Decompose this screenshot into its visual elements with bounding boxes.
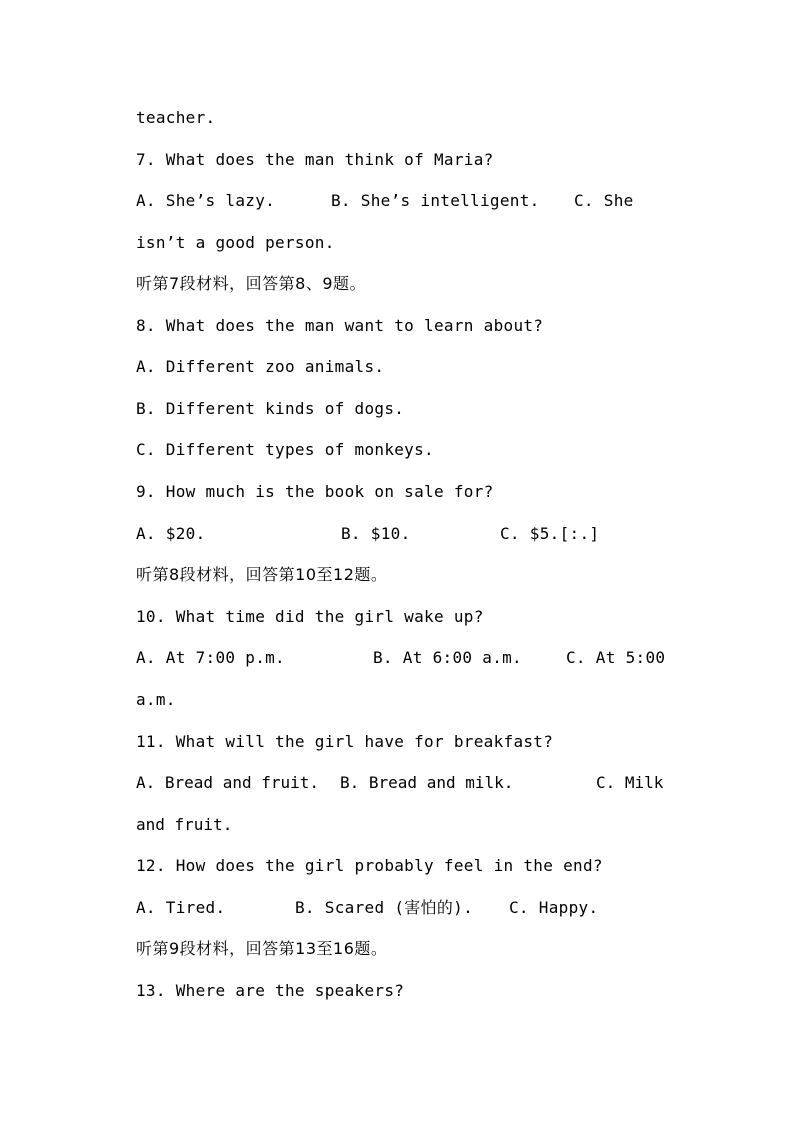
question-13: 13. Where are the speakers?: [136, 981, 405, 1000]
question-8-option-a: A. Different zoo animals.: [136, 357, 385, 376]
question-11-option-c: C. Milk: [596, 773, 664, 792]
question-11: 11. What will the girl have for breakfast?: [136, 732, 554, 751]
question-12-option-b: B. Scared (害怕的).: [295, 898, 474, 917]
text-line: teacher.: [136, 108, 216, 127]
question-12-option-c: C. Happy.: [509, 898, 599, 917]
question-12: 12. How does the girl probably feel in the end?: [136, 856, 603, 875]
section-7-instruction: 听第7段材料，回答第8、9题。: [136, 274, 367, 293]
question-11-option-b: B. Bread and milk.: [340, 773, 514, 792]
section-9-instruction: 听第9段材料，回答第13至16题。: [136, 939, 388, 958]
question-9-option-a: A. $20.: [136, 524, 206, 543]
question-8-option-c: C. Different types of monkeys.: [136, 440, 434, 459]
question-10-option-c-continued: a.m.: [136, 690, 176, 709]
question-9: 9. How much is the book on sale for?: [136, 482, 494, 501]
question-12-option-a: A. Tired.: [136, 898, 226, 917]
question-8: 8. What does the man want to learn about?: [136, 316, 544, 335]
question-10-option-b: B. At 6:00 a.m.: [373, 648, 522, 667]
question-10-option-c: C. At 5:00: [566, 648, 666, 667]
question-10: 10. What time did the girl wake up?: [136, 607, 484, 626]
section-8-instruction: 听第8段材料，回答第10至12题。: [136, 565, 388, 584]
question-8-option-b: B. Different kinds of dogs.: [136, 399, 405, 418]
question-9-option-c: C. $5.[:.]: [500, 524, 600, 543]
question-7: 7. What does the man think of Maria?: [136, 150, 494, 169]
question-11-option-c-continued: and fruit.: [136, 815, 233, 834]
question-7-option-c-continued: isn’t a good person.: [136, 233, 335, 252]
question-7-option-a: A. She’s lazy.: [136, 191, 276, 210]
question-7-option-c: C. She: [574, 191, 634, 210]
question-9-option-b: B. $10.: [341, 524, 411, 543]
question-7-option-b: B. She’s intelligent.: [331, 191, 540, 210]
question-10-option-a: A. At 7:00 p.m.: [136, 648, 285, 667]
question-11-option-a: A. Bread and fruit.: [136, 773, 320, 792]
